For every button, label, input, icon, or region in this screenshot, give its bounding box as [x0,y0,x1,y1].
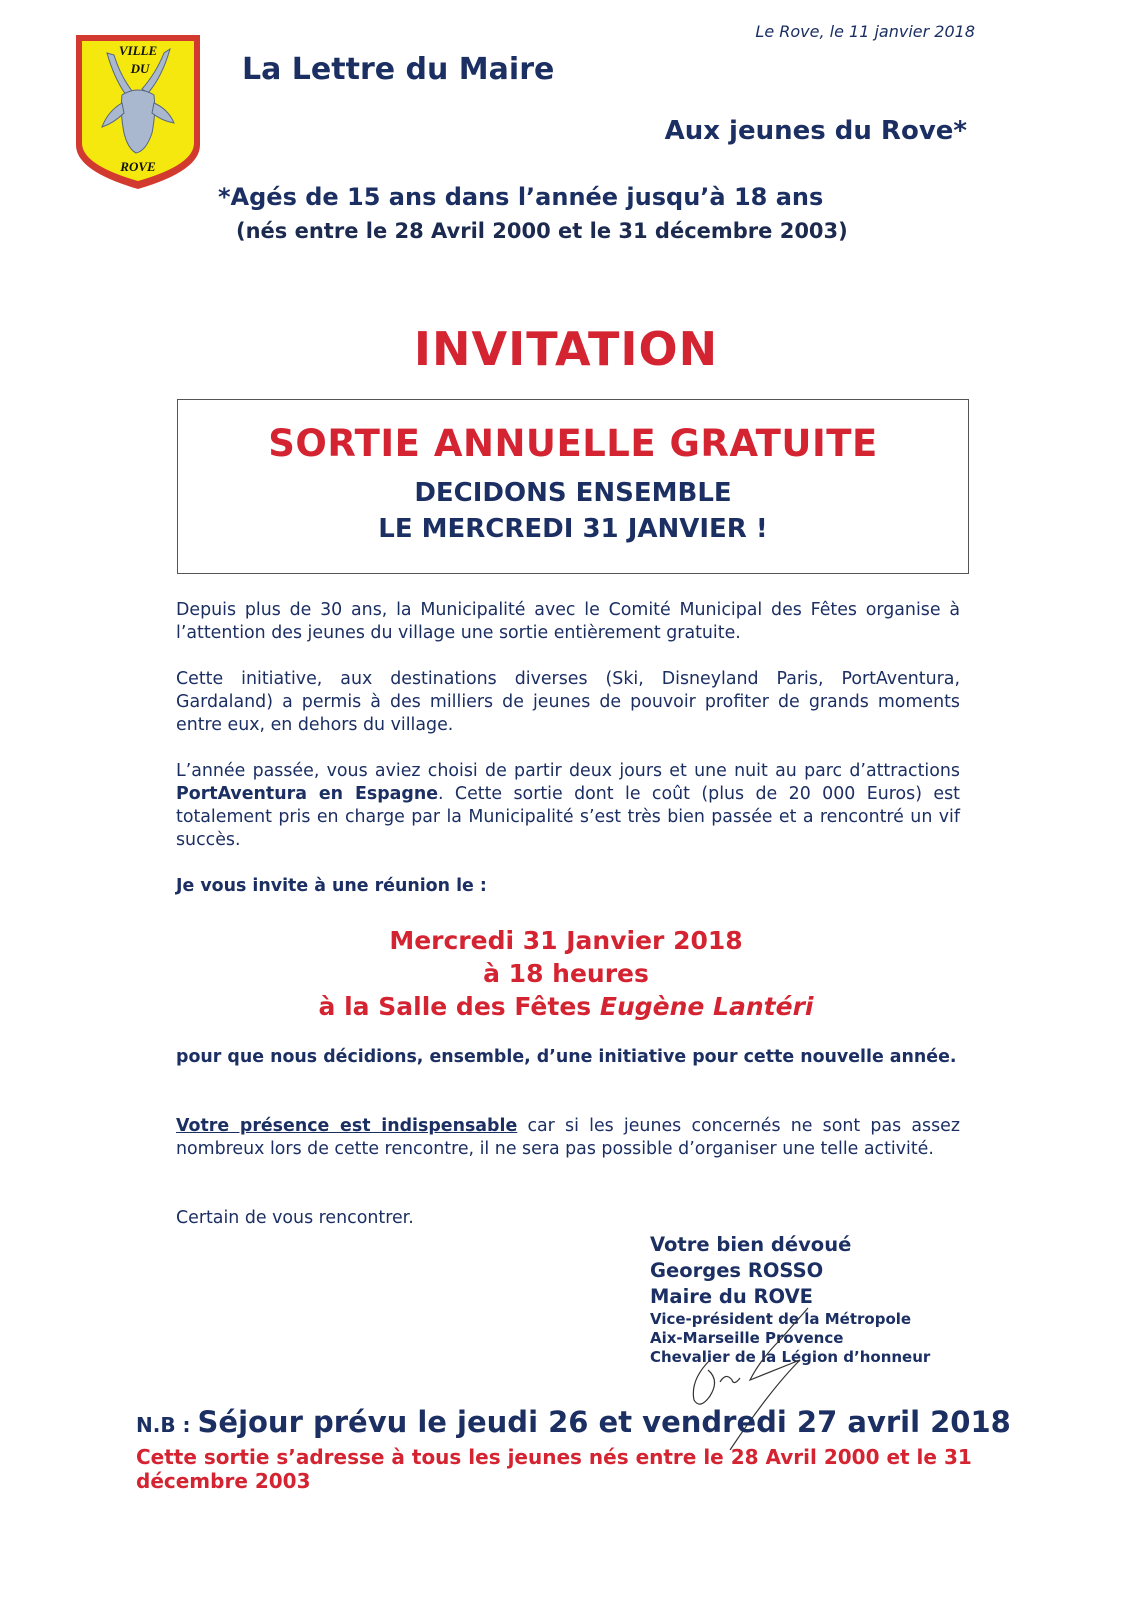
paragraph-presence [176,1115,960,1161]
meeting-time: à 18 heures [483,959,649,988]
signer-title-3: Chevalier de la Légion d’honneur [650,1348,931,1366]
signoff: Votre bien dévoué [650,1233,852,1256]
signer-title-1: Vice-président de la Métropole [650,1310,912,1328]
paragraph-last-year-part-1: L’année passée, vous aviez choisi de partir deux jours et une nuit au parc d’attractions [176,761,960,781]
paragraph-last-year [176,760,960,852]
ville-du-rove-crest-logo [74,33,202,191]
nb-eligibility-note: Cette sortie s’adresse à tous les jeunes nés entre le 28 Avril 2000 et le 31 décembre 2003 [136,1445,972,1493]
meeting-place [0,990,1132,1023]
nb-trip-dates: Séjour prévu le jeudi 26 et vendredi 27 avril 2018 [197,1405,1011,1439]
paragraph-last-year-part-2: . Cette sortie dont le coût (plus de 20 000 Euros) est totalement pris en charge par la Municipalité s’est très bien passée et a rencontré un vif succès. [176,784,960,850]
presence-emphasis: Votre présence est indispensable [176,1116,518,1136]
letter-date: Le Rove, le 11 janvier 2018 [755,22,975,41]
meeting-invite-text: Je vous invite à une réunion le : [176,876,487,896]
meeting-place-prefix: à la Salle des Fêtes [318,992,600,1021]
birth-range: (nés entre le 28 Avril 2000 et le 31 décembre 2003) [236,219,848,243]
letter-title: La Lettre du Maire [242,52,555,87]
letter-recipients: Aux jeunes du Rove* [664,116,967,146]
paragraph-destinations: Cette initiative, aux destinations diverses (Ski, Disneyland Paris, PortAventura, Gardaland) a permis à des milliers de jeunes de pouvoir profiter de grands moments entre eux, en dehors du village. [176,669,960,735]
crest-text-ville: VILLE [118,43,158,58]
announcement-headline: SORTIE ANNUELLE GRATUITE [268,422,878,465]
nb-label: N.B : [136,1413,198,1437]
signer-title-2: Aix-Marseille Provence [650,1329,844,1347]
presence-rest: car si les jeunes concernés ne sont pas assez nombreux lors de cette rencontre, il ne sera pas possible d’organiser une telle activité. [176,1116,960,1159]
meeting-date: Mercredi 31 Janvier 2018 [389,926,743,955]
signer-role: Maire du ROVE [650,1285,813,1308]
nb-notice [136,1405,1011,1439]
announcement-box [177,399,969,574]
meeting-place-name: Eugène Lantéri [599,992,814,1021]
closing-line: Certain de vous rencontrer. [176,1208,414,1228]
paragraph-history: Depuis plus de 30 ans, la Municipalité avec le Comité Municipal des Fêtes organise à l’attention des jeunes du village une sortie entièrement gratuite. [176,600,960,643]
crest-text-rove: ROVE [120,159,156,174]
paragraph-purpose: pour que nous décidions, ensemble, d’une initiative pour cette nouvelle année. [176,1047,957,1067]
crest-text-du: DU [130,61,150,76]
portaventura-highlight: PortAventura en Espagne [176,784,438,804]
signer-name: Georges ROSSO [650,1259,824,1282]
announcement-line-1: DECIDONS ENSEMBLE [414,478,732,508]
meeting-details [0,924,1132,1023]
age-criteria: *Agés de 15 ans dans l’année jusqu’à 18 ans [218,183,824,211]
invitation-heading: INVITATION [413,322,719,376]
announcement-line-2: LE MERCREDI 31 JANVIER ! [378,514,768,544]
